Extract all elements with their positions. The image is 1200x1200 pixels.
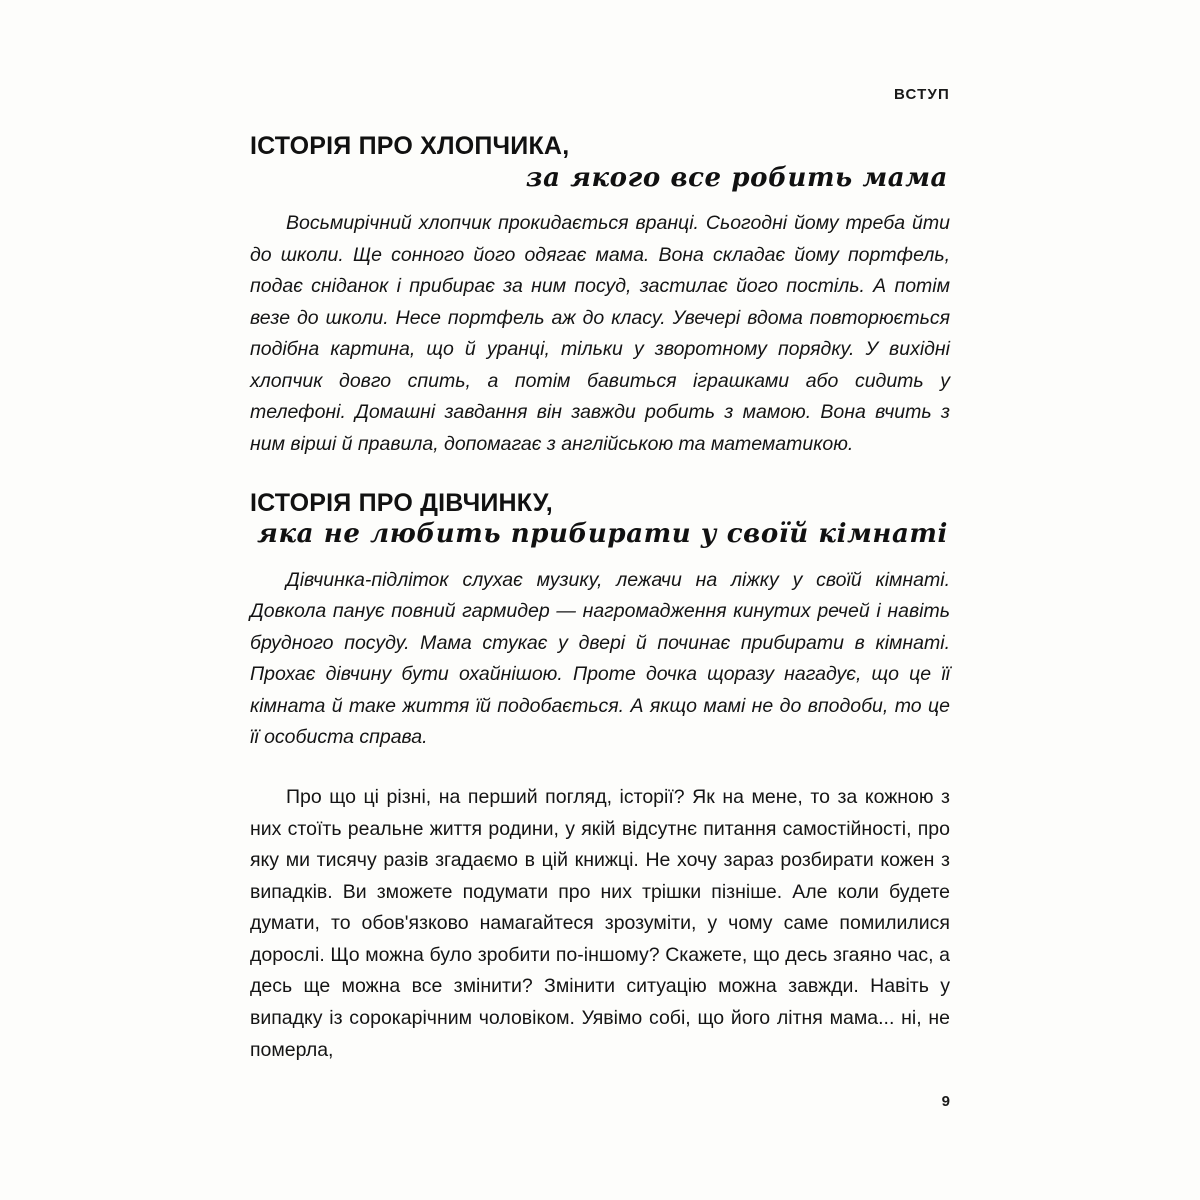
section-heading-script: яка не любить прибирати у своїй кімнаті xyxy=(257,519,948,550)
section-heading-main: ІСТОРІЯ ПРО ХЛОПЧИКА, xyxy=(250,132,570,160)
page-number: 9 xyxy=(941,1093,950,1110)
page-content xyxy=(250,132,950,1066)
section-paragraph: Восьмирічний хлопчик прокидається вранці. Сьогодні йому треба йти до школи. Ще сонного його одягає мама. Вона складає йому портфель, подає сніданок і прибирає за ним посуд, застилає його постіль. А потім везе до школи. Несе портфель аж до класу. Увечері вдома повторюється подібна картина, що й уранці, тільки у зворотному порядку. У вихідні хлопчик довго спить, а потім бавиться іграшками або сидить у телефоні. Домашні завдання він завжди робить з мамою. Вона вчить з ним вірші й правила, допомагає з англійською та математикою. xyxy=(250,211,950,455)
running-head: ВСТУП xyxy=(894,86,950,103)
section-paragraph: Дівчинка-підліток слухає музику, лежачи на ліжку у своїй кімнаті. Довкола панує повний гармидер — нагромадження кинутих речей і навіть брудного посуду. Мама стукає у двері й починає прибирати в кімнаті. Прохає дівчину бути охайнішою. Проте дочка щоразу нагадує, що це її кімната й таке життя їй подобається. А якщо мамі не до вподоби, то це її особиста справа. xyxy=(250,568,950,749)
section-boy xyxy=(250,132,950,461)
section-heading-girl xyxy=(250,489,950,551)
section-girl xyxy=(250,489,950,754)
section-heading-boy xyxy=(250,132,950,194)
section-heading-script: за якого все робить мама xyxy=(525,162,948,193)
section-heading-main: ІСТОРІЯ ПРО ДІВЧИНКУ, xyxy=(250,488,553,517)
closing-paragraph: Про що ці різні, на перший погляд, історії? Як на мене, то за кожною з них стоїть реальне життя родини, у якій відсутнє питання самостійності, про яку ми тисячу разів згадаємо в цій книжці. Не хочу зараз розбирати кожен з випадків. Ви зможете подумати про них трішки пізніше. Але коли будете думати, то обов'язково намагайтеся зрозуміти, у чому саме помилилися дорослі. Що можна було зробити по-іншому? Скажете, що десь згаяно час, а десь ще можна все змінити? Змінити ситуацію можна завжди. Навіть у випадку із сорокарічним чоловіком. Уявімо собі, що його літня мама... ні, не померла, xyxy=(250,785,950,1061)
